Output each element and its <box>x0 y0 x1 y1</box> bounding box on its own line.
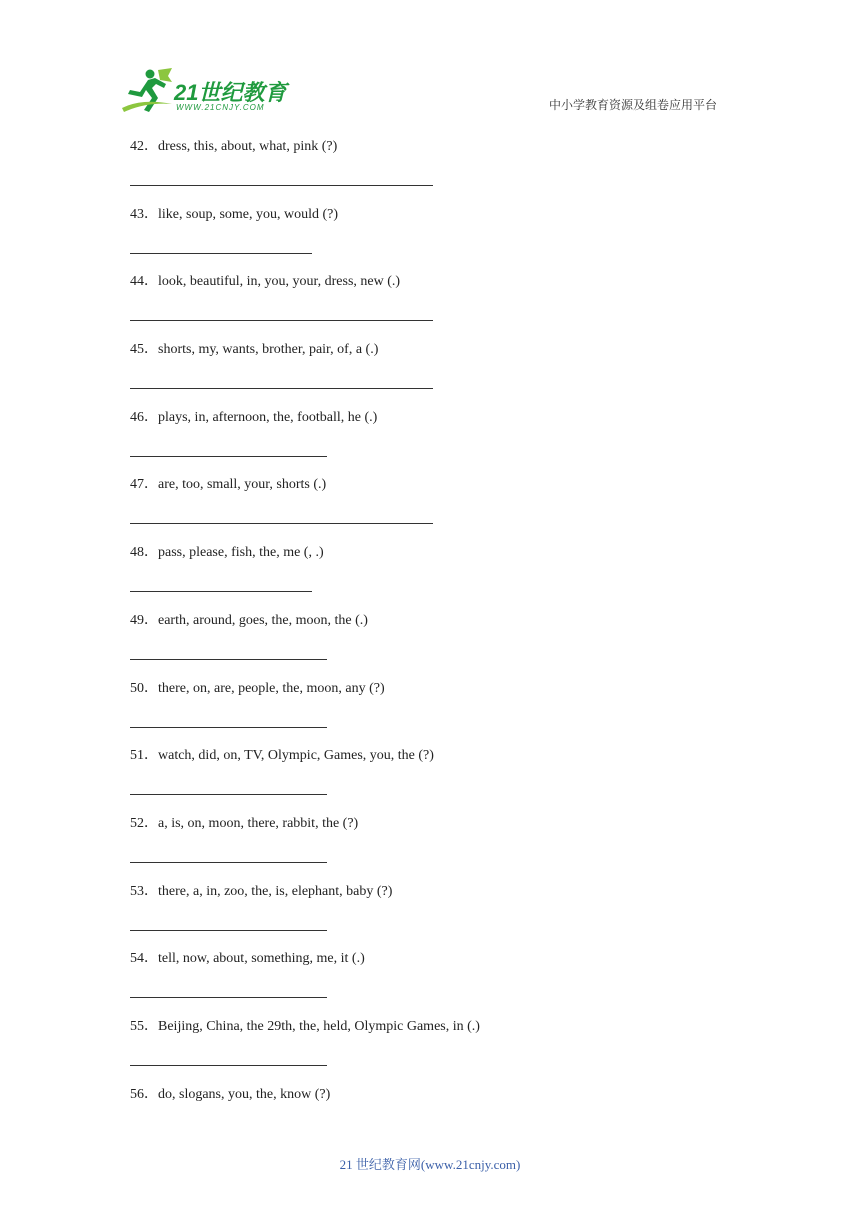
question-text <box>130 950 365 968</box>
question-number: 45． <box>130 342 158 358</box>
runner-logo-icon <box>122 68 174 116</box>
logo-text: 21世纪教育 <box>174 80 287 105</box>
question-number: 42． <box>130 139 158 154</box>
answer-line[interactable] <box>130 253 312 254</box>
question-words: Beijing, China, the 29th, the, held, Olympic Games, in (.) <box>158 1018 480 1034</box>
question-text <box>130 476 326 494</box>
question-words: there, on, are, people, the, moon, any (?) <box>158 680 385 696</box>
question-number: 56． <box>130 1086 158 1102</box>
question-number: 50． <box>130 680 158 696</box>
answer-line[interactable] <box>130 659 327 660</box>
question-words: are, too, small, your, shorts (.) <box>158 477 327 493</box>
question-item <box>130 680 750 748</box>
question-item <box>130 950 750 1018</box>
question-text <box>130 341 378 359</box>
question-text <box>130 815 358 833</box>
logo <box>122 68 292 118</box>
question-text <box>130 206 338 224</box>
question-text <box>130 883 392 901</box>
logo-url: WWW.21CNJY.COM <box>176 103 265 112</box>
page-footer: 21 世纪教育网(www.21cnjy.com) <box>339 1157 521 1172</box>
answer-line[interactable] <box>130 320 433 321</box>
answer-line[interactable] <box>130 591 312 592</box>
question-words: there, a, in, zoo, the, is, elephant, baby (?) <box>158 883 393 899</box>
question-item <box>130 138 750 206</box>
page-header <box>0 0 860 130</box>
answer-line[interactable] <box>130 794 327 795</box>
question-item <box>130 747 750 815</box>
question-text <box>130 544 324 562</box>
question-text <box>130 138 337 156</box>
answer-line[interactable] <box>130 456 327 457</box>
question-item <box>130 1018 750 1086</box>
question-number: 46． <box>130 409 158 425</box>
header-platform-title: 中小学教育资源及组卷应用平台 <box>549 98 718 112</box>
question-text <box>130 612 368 630</box>
question-item <box>130 476 750 544</box>
answer-line[interactable] <box>130 388 433 389</box>
question-words: plays, in, afternoon, the, football, he (.) <box>158 409 378 425</box>
question-number: 51． <box>130 748 158 764</box>
question-number: 44． <box>130 274 158 290</box>
question-text <box>130 1086 330 1104</box>
question-number: 55． <box>130 1018 158 1034</box>
question-words: look, beautiful, in, you, your, dress, new (.) <box>158 274 401 290</box>
question-number: 53． <box>130 883 158 899</box>
question-words: do, slogans, you, the, know (?) <box>158 1086 331 1102</box>
question-number: 49． <box>130 612 158 628</box>
question-item <box>130 409 750 477</box>
question-words: like, soup, some, you, would (?) <box>158 206 339 222</box>
question-number: 43． <box>130 206 158 222</box>
question-text <box>130 747 434 765</box>
answer-line[interactable] <box>130 930 327 931</box>
question-text <box>130 409 377 427</box>
answer-line[interactable] <box>130 727 327 728</box>
question-item <box>130 273 750 341</box>
answer-line[interactable] <box>130 523 433 524</box>
question-words: pass, please, fish, the, me (, .) <box>158 545 324 561</box>
question-text <box>130 1018 480 1036</box>
question-words: a, is, on, moon, there, rabbit, the (?) <box>158 815 359 831</box>
question-item <box>130 815 750 883</box>
answer-line[interactable] <box>130 185 433 186</box>
question-text <box>130 680 385 698</box>
question-item <box>130 883 750 951</box>
question-text <box>130 273 400 291</box>
question-item <box>130 206 750 274</box>
question-number: 52． <box>130 815 158 831</box>
answer-line[interactable] <box>130 997 327 998</box>
question-number: 47． <box>130 477 158 493</box>
question-words: tell, now, about, something, me, it (.) <box>158 951 365 967</box>
question-list <box>130 138 750 1153</box>
question-item <box>130 341 750 409</box>
question-words: shorts, my, wants, brother, pair, of, a (.) <box>158 342 379 358</box>
question-item <box>130 1086 750 1154</box>
question-item <box>130 544 750 612</box>
question-number: 48． <box>130 545 158 561</box>
question-words: earth, around, goes, the, moon, the (.) <box>158 612 368 628</box>
question-words: dress, this, about, what, pink (?) <box>158 139 338 154</box>
answer-line[interactable] <box>130 862 327 863</box>
question-number: 54． <box>130 951 158 967</box>
question-item <box>130 612 750 680</box>
question-words: watch, did, on, TV, Olympic, Games, you, the (?) <box>158 748 434 764</box>
answer-line[interactable] <box>130 1065 327 1066</box>
